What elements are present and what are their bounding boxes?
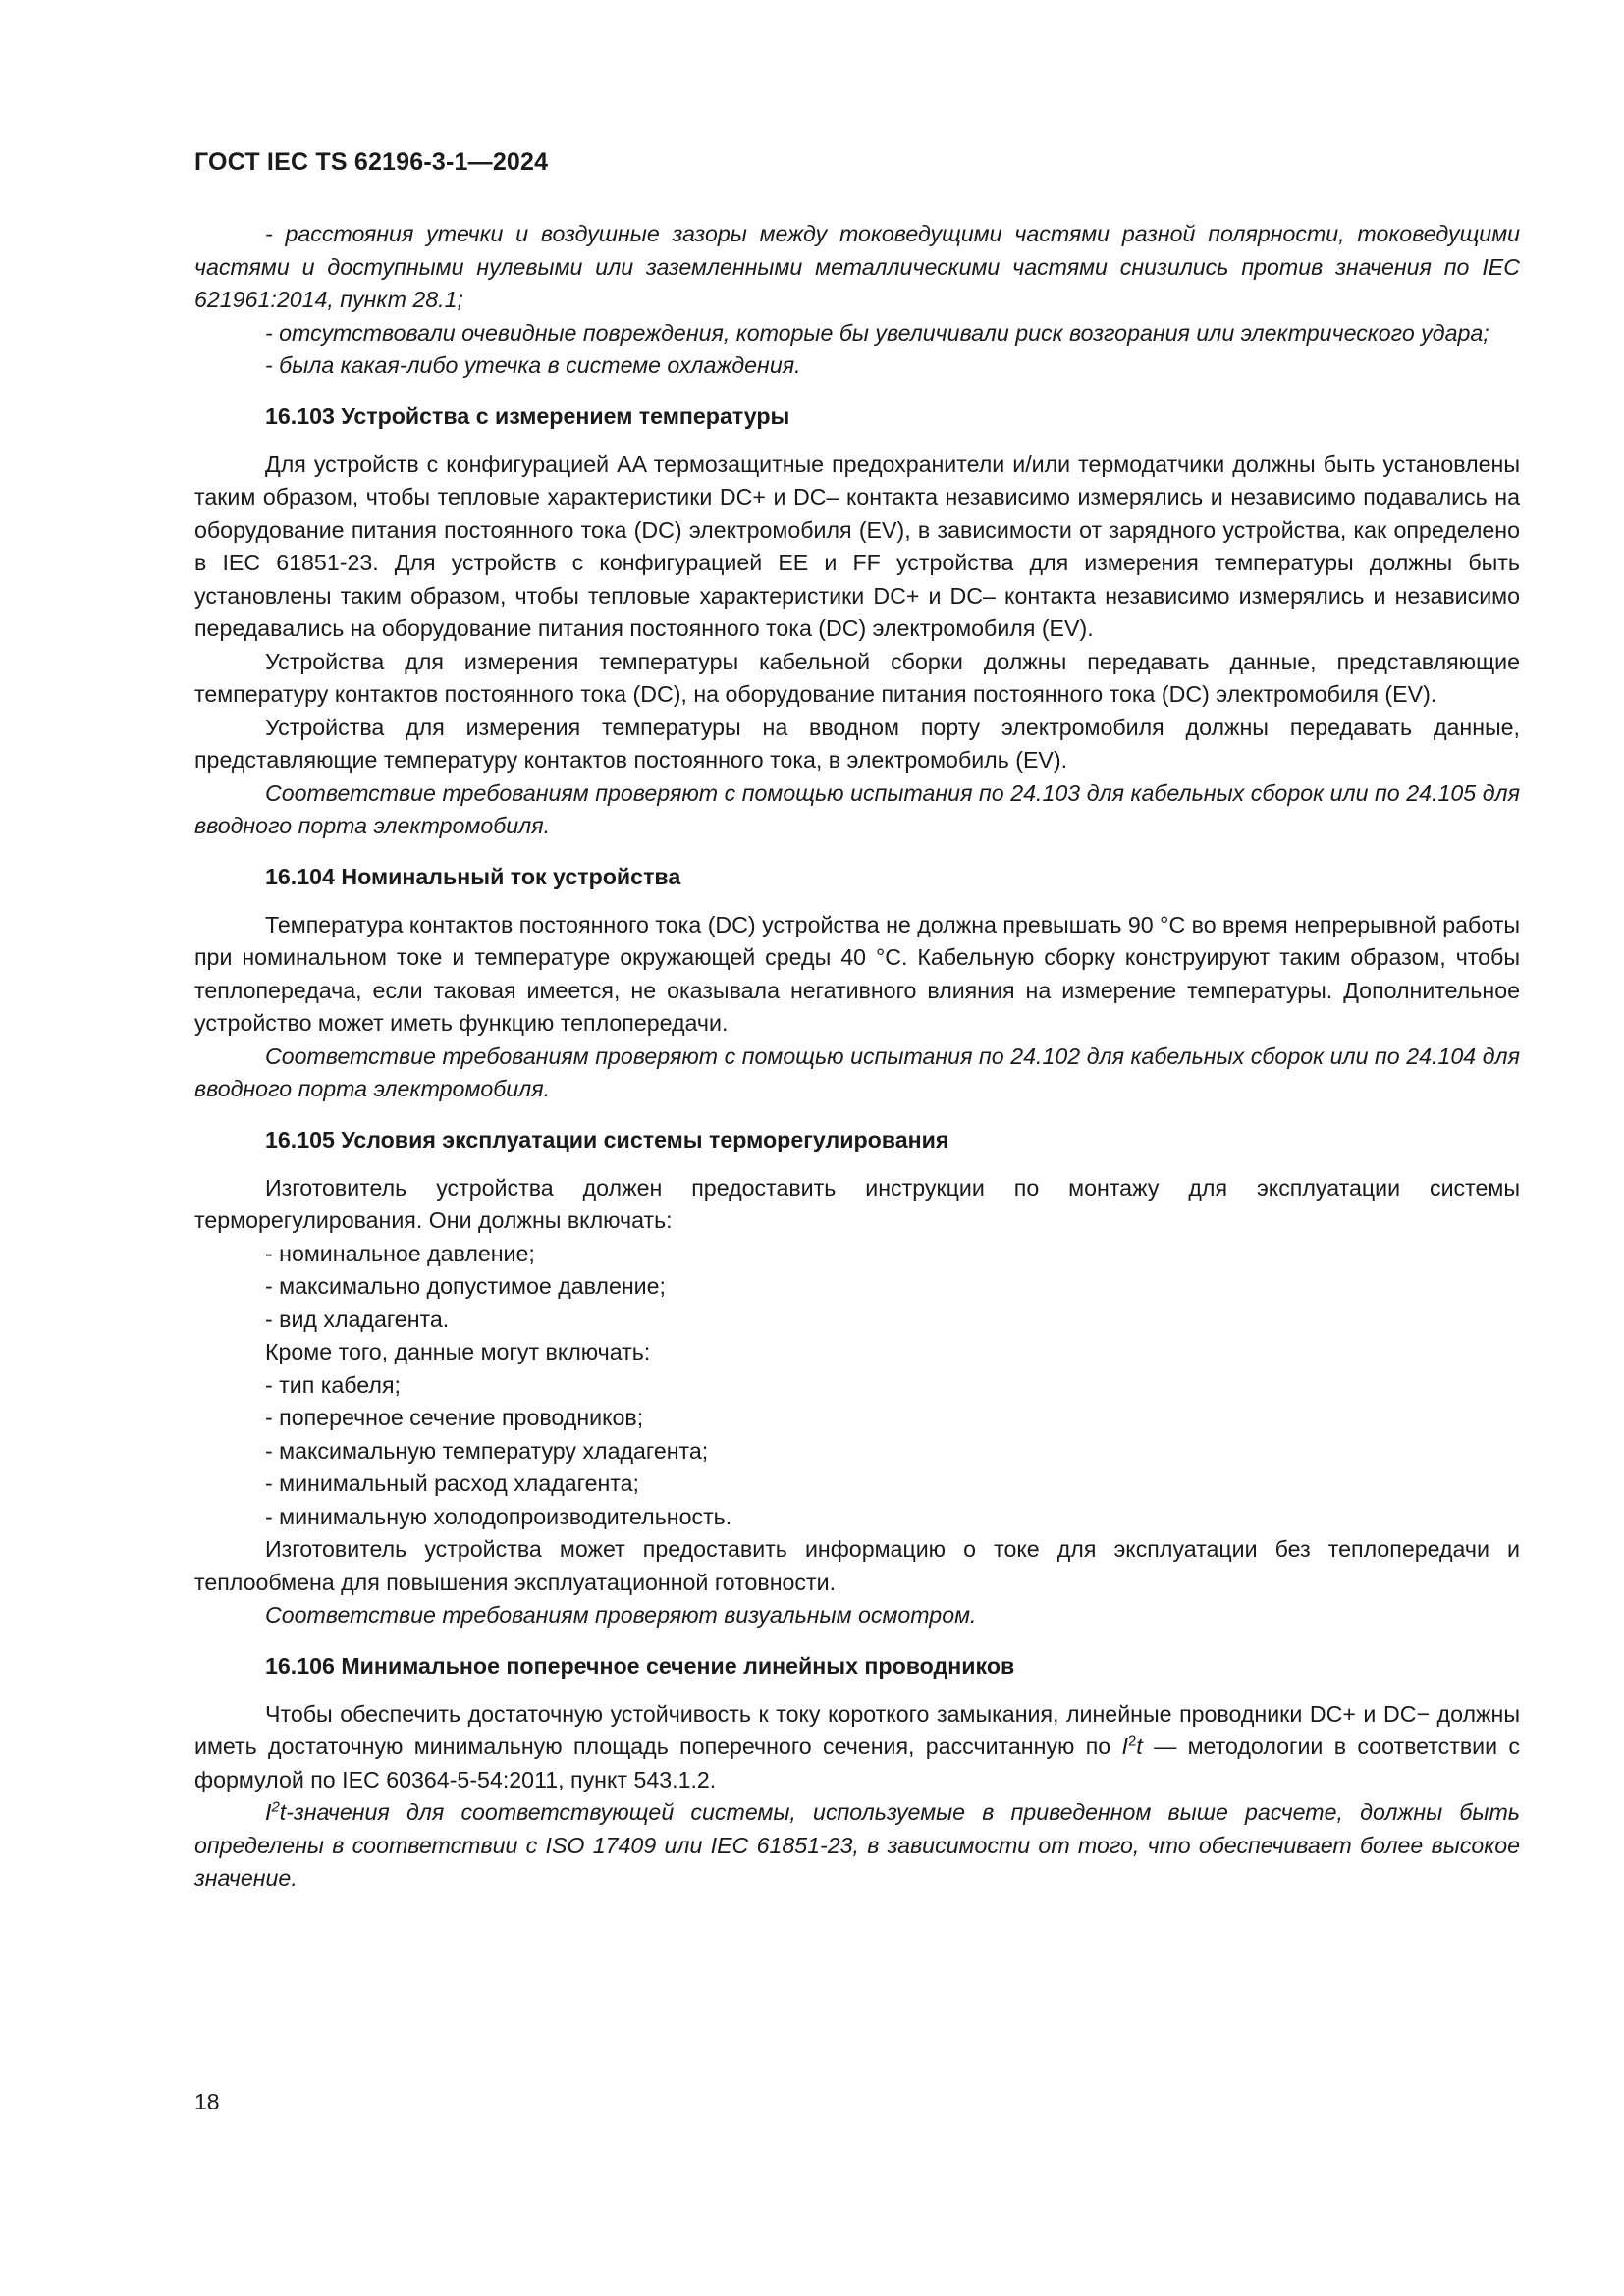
list-item: - тип кабеля;	[265, 1371, 401, 1398]
paragraph: Устройства для измерения температуры кабельной сборки должны передавать данные, представляющие температуру контактов постоянного тока (DC), на оборудование питания постоянного тока (DC) электромобиля (EV).	[194, 648, 1520, 707]
compliance-note: Соответствие требованиям проверяют визуальным осмотром.	[265, 1602, 977, 1628]
compliance-note: Соответствие требованиям проверяют с помощью испытания по 24.103 для кабельных сборок или по 24.105 для вводного порта электромобиля.	[194, 779, 1520, 838]
section-heading: 16.103 Устройства с измерением температуры	[265, 402, 790, 429]
list-item: - отсутствовали очевидные повреждения, которые бы увеличивали риск возгорания или электрического удара;	[265, 319, 1489, 346]
formula-variable: I	[265, 1799, 272, 1825]
paragraph: Изготовитель устройства должен предоставить инструкции по монтажу для эксплуатации системы терморегулирования. Они должны включать:	[194, 1174, 1520, 1233]
section-heading: 16.105 Условия эксплуатации системы терморегулирования	[265, 1126, 949, 1152]
list-item: - минимальный расход хладагента;	[265, 1470, 639, 1496]
paragraph: Устройства для измерения температуры на вводном порту электромобиля должны передавать данные, представляющие температуру контактов постоянного тока, в электромобиль (EV).	[194, 714, 1520, 773]
paragraph	[194, 1796, 1520, 1896]
text: — методологии в соответствии с формулой по IEC 60364-5-54:2011, пункт 543.1.2.	[194, 1734, 1520, 1792]
paragraph: Кроме того, данные могут включать:	[265, 1339, 651, 1364]
paragraph	[194, 1698, 1520, 1797]
intro-list	[194, 218, 1520, 383]
paragraph: Для устройств с конфигурацией AA термозащитные предохранители и/или термодатчики должны быть установлены таким образом, чтобы тепловые характеристики DC+ и DC– контакта независимо измерялись и независимо подавались на оборудование питания постоянного тока (DC) электромобиля (EV), в зависимости от зарядного устройства, как определено в IEC 61851-23. Для устройств с конфигурацией EE и FF устройства для измерения температуры должны быть установлены таким образом, чтобы тепловые характеристики DC+ и DC– контакта независимо измерялись и независимо передавались на оборудование питания постоянного тока (DC) электромобиля (EV).	[194, 451, 1520, 641]
list-item: - расстояния утечки и воздушные зазоры между токоведущими частями разной полярности, токоведущими частями и доступными нулевыми или заземленными металлическими частями снизились против значения по IEC 621961:2014, пункт 28.1;	[194, 221, 1520, 312]
paragraph: Изготовитель устройства может предоставить информацию о токе для эксплуатации без теплопередачи и теплообмена для повышения эксплуатационной готовности.	[194, 1536, 1520, 1595]
list-item: - номинальное давление;	[265, 1240, 535, 1266]
formula-variable: I	[1121, 1734, 1128, 1759]
section-16-104	[194, 861, 1520, 1106]
text: Чтобы обеспечить достаточную устойчивость к току короткого замыкания, линейные проводники DC+ и DC− должны иметь достаточную минимальную площадь поперечного сечения, рассчитанную по	[194, 1700, 1520, 1759]
list-item: - была какая-либо утечка в системе охлаждения.	[265, 352, 801, 378]
page-number: 18	[194, 2089, 220, 2114]
compliance-note: Соответствие требованиям проверяют с помощью испытания по 24.102 для кабельных сборок или по 24.104 для вводного порта электромобиля.	[194, 1042, 1520, 1101]
formula-variable: t	[1136, 1734, 1143, 1759]
list-item: - поперечное сечение проводников;	[265, 1405, 644, 1430]
formula-superscript: 2	[1127, 1733, 1137, 1750]
section-heading: 16.104 Номинальный ток устройства	[265, 863, 681, 889]
section-16-106	[194, 1650, 1520, 1896]
document-page	[194, 147, 1520, 1896]
text: t-значения для соответствующей системы, используемые в приведенном выше расчете, должны быть определены в соответствии с ISO 17409 или IEC 61851-23, в зависимости от того, что обеспечивает более высокое значение.	[194, 1799, 1520, 1891]
section-heading: 16.106 Минимальное поперечное сечение линейных проводников	[265, 1652, 1015, 1679]
list-item: - вид хладагента.	[265, 1306, 450, 1332]
section-16-103	[194, 400, 1520, 843]
list-item: - минимальную холодопроизводительность.	[265, 1503, 732, 1529]
list-item: - максимальную температуру хладагента;	[265, 1437, 709, 1464]
section-16-105	[194, 1124, 1520, 1632]
formula-superscript: 2	[271, 1798, 280, 1816]
paragraph: Температура контактов постоянного тока (DC) устройства не должна превышать 90 °C во время непрерывной работы при номинальном токе и температуре окружающей среды 40 °C. Кабельную сборку конструируют таким образом, чтобы теплопередача, если таковая имеется, не оказывала негативного влияния на измерение температуры. Дополнительное устройство может иметь функцию теплопередачи.	[194, 911, 1520, 1036]
list-item: - максимально допустимое давление;	[265, 1273, 666, 1299]
document-code-header: ГОСТ IEC TS 62196-3-1—2024	[194, 148, 549, 176]
